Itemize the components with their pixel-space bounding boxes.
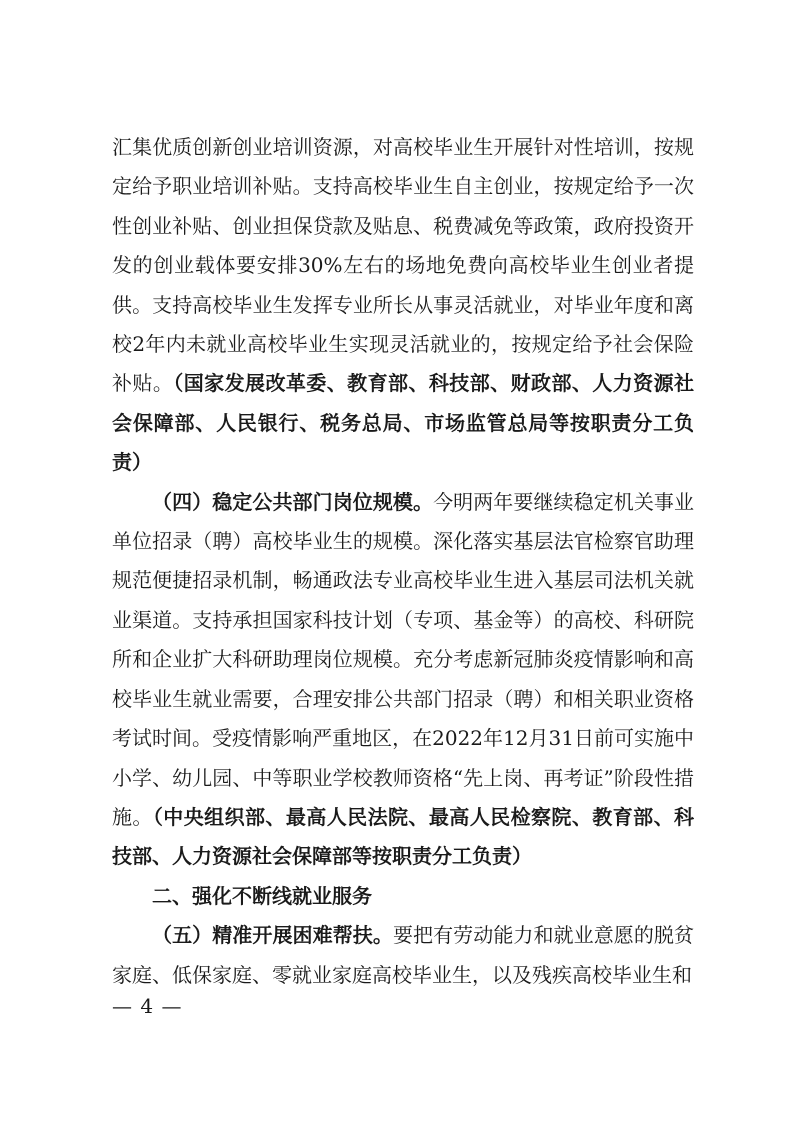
page-number: — 4 — (112, 994, 183, 1018)
paragraph-public-sector-posts (112, 483, 694, 877)
responsibility-note: （国家发展改革委、教育部、科技部、财政部、人力资源社会保障部、人民银行、税务总局、市场监管总局等按职责分工负责） (112, 371, 695, 475)
paragraph-lead: （五）精准开展困难帮扶。 (152, 923, 393, 948)
body-text (112, 128, 694, 995)
paragraph-targeted-assistance (112, 916, 694, 995)
paragraph-lead: （四）稳定公共部门岗位规模。 (152, 489, 434, 514)
paragraph-training-subsidy (112, 128, 694, 483)
paragraph-text: 汇集优质创新创业培训资源，对高校毕业生开展针对性培训，按规定给予职业培训补贴。支持高校毕业生自主创业，按规定给予一次性创业补贴、创业担保贷款及贴息、税费减免等政策，政府投资开发的创业载体要安排30%左右的场地免费向高校毕业生创业者提供。支持高校毕业生发挥专业所长从事灵活就业，对毕业年度和离校2年内未就业高校毕业生实现灵活就业的，按规定给予社会保险补贴。 (112, 135, 694, 396)
section-heading: 二、强化不断线就业服务 (152, 883, 372, 908)
paragraph-text: 今明两年要继续稳定机关事业单位招录（聘）高校毕业生的规模。深化落实基层法官检察官助理规范便捷招录机制，畅通政法专业高校毕业生进入基层司法机关就业渠道。支持承担国家科技计划（专项、基金等）的高校、科研院所和企业扩大科研助理岗位规模。充分考虑新冠肺炎疫情影响和高校毕业生就业需要，合理安排公共部门招录（聘）和相关职业资格考试时间。受疫情影响严重地区，在2022年12月31日前可实施中小学、幼儿园、中等职业学校教师资格“先上岗、再考证”阶段性措施。 (112, 489, 695, 829)
responsibility-note: （中央组织部、最高人民法院、最高人民检察院、教育部、科技部、人力资源社会保障部等按职责分工负责） (112, 804, 695, 869)
paragraph-text: 要把有劳动能力和就业意愿的脱贫家庭、低保家庭、零就业家庭高校毕业生，以及残疾高校毕业生和 (112, 923, 695, 987)
